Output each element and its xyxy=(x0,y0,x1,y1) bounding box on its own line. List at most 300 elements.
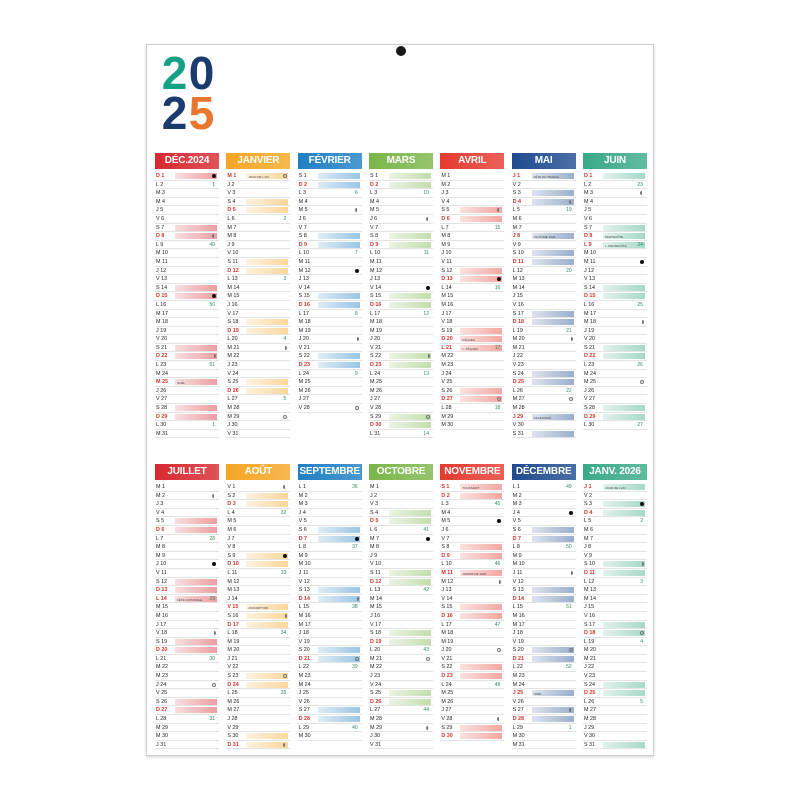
weekend-band xyxy=(460,553,502,559)
day-label: V 29 xyxy=(227,724,239,731)
moon-phase-icon xyxy=(640,260,644,264)
week-number: 25 xyxy=(637,301,643,308)
day-label: M 16 xyxy=(156,612,168,619)
month-header: OCTOBRE xyxy=(369,464,433,480)
week-number: 21 xyxy=(566,327,572,334)
day-label: M 24 xyxy=(512,681,525,688)
day-label: V 25 xyxy=(441,379,453,386)
day-label: D 6 xyxy=(441,215,450,222)
day-label: M 2 xyxy=(512,492,522,499)
day-label: M 11 xyxy=(298,258,311,265)
day-label: D 16 xyxy=(369,301,382,308)
day-label: S 20 xyxy=(512,647,524,654)
day-label: S 10 xyxy=(512,250,524,257)
day-label: D 27 xyxy=(441,396,453,403)
weekend-band xyxy=(389,630,431,636)
weekend-band xyxy=(603,173,645,179)
day-row xyxy=(298,172,362,181)
day-label: S 30 xyxy=(227,733,239,740)
day-row xyxy=(583,172,647,181)
month-header: AOÛT xyxy=(226,464,290,480)
day-row xyxy=(583,655,647,664)
weekend-band xyxy=(246,199,288,205)
day-row xyxy=(369,370,433,379)
day-row xyxy=(583,181,647,190)
day-label: S 6 xyxy=(298,526,307,533)
day-label: J 19 xyxy=(156,327,167,334)
moon-phase-icon xyxy=(355,269,359,273)
day-label: M 5 xyxy=(441,518,451,525)
day-label: J 1 xyxy=(583,484,592,490)
day-row xyxy=(155,663,219,672)
day-row xyxy=(440,526,504,535)
day-label: S 22 xyxy=(298,353,310,360)
day-row xyxy=(440,352,504,361)
day-label: S 29 xyxy=(369,413,382,420)
day-label: L 28 xyxy=(441,405,452,412)
day-label: M 27 xyxy=(512,396,525,403)
day-label: V 27 xyxy=(583,396,596,403)
week-number: 35 xyxy=(280,690,287,697)
day-label: J 11 xyxy=(512,569,523,576)
day-label: M 17 xyxy=(512,621,525,628)
day-label: D 30 xyxy=(369,422,382,429)
month-column xyxy=(440,153,504,438)
weekend-band xyxy=(318,353,360,359)
week-number: 43 xyxy=(423,647,429,654)
weekend-band xyxy=(460,396,502,402)
day-label: S 25 xyxy=(227,379,239,386)
day-row xyxy=(369,421,433,430)
day-label: L 3 xyxy=(369,190,378,197)
day-label: S 15 xyxy=(298,293,310,300)
week-number: 36 xyxy=(352,484,358,490)
holiday-note: JOUR DE L'AN xyxy=(604,486,626,490)
day-row xyxy=(583,578,647,587)
day-label: D 13 xyxy=(156,587,168,594)
weekend-band xyxy=(318,647,360,653)
day-label: M 6 xyxy=(512,215,522,222)
weekend-band xyxy=(603,414,645,420)
day-row xyxy=(369,241,433,250)
day-label: S 1 xyxy=(369,173,379,179)
day-row xyxy=(440,335,504,344)
day-row xyxy=(583,215,647,224)
day-row xyxy=(298,301,362,310)
weekend-band xyxy=(532,311,574,317)
day-row xyxy=(583,560,647,569)
day-row xyxy=(440,638,504,647)
day-label: L 24 xyxy=(369,370,381,377)
day-label: V 14 xyxy=(298,284,310,291)
day-row xyxy=(512,663,576,672)
holiday-note: ASSOMPTION xyxy=(248,606,269,611)
day-label: D 26 xyxy=(227,387,239,394)
day-label: L 30 xyxy=(583,422,595,429)
day-label: L 10 xyxy=(298,250,309,257)
day-label: L 7 xyxy=(156,535,164,542)
day-row xyxy=(440,492,504,501)
moon-phase-icon xyxy=(426,217,430,221)
day-row xyxy=(440,413,504,422)
day-label: S 16 xyxy=(227,612,239,619)
day-row xyxy=(369,689,433,698)
weekend-band xyxy=(246,259,288,265)
week-number: 46 xyxy=(494,561,501,568)
day-row xyxy=(583,629,647,638)
day-row xyxy=(369,517,433,526)
day-row xyxy=(440,284,504,293)
day-row xyxy=(155,552,219,561)
weekend-band xyxy=(246,553,288,559)
day-label: J 2 xyxy=(369,492,378,499)
week-number: 7 xyxy=(354,250,358,257)
day-label: S 27 xyxy=(512,707,524,714)
week-number: 50 xyxy=(566,544,572,551)
day-label: J 24 xyxy=(441,370,452,377)
weekend-band xyxy=(175,293,217,299)
day-row xyxy=(512,552,576,561)
month-column xyxy=(226,153,290,438)
day-label: S 8 xyxy=(441,544,450,551)
day-label: J 8 xyxy=(512,233,521,240)
day-label: D 11 xyxy=(583,569,596,576)
moon-phase-icon xyxy=(212,174,216,178)
day-row xyxy=(155,741,219,750)
day-row xyxy=(440,732,504,741)
day-label: S 7 xyxy=(583,224,593,231)
day-row xyxy=(155,327,219,336)
day-label: M 9 xyxy=(441,241,451,248)
weekend-band xyxy=(175,579,217,585)
day-row xyxy=(512,224,576,233)
moon-phase-icon xyxy=(283,346,287,350)
day-label: M 27 xyxy=(227,707,240,714)
weekend-band xyxy=(175,405,217,411)
day-label: D 21 xyxy=(298,655,311,662)
day-row xyxy=(440,395,504,404)
week-number: 27 xyxy=(637,422,643,429)
day-row xyxy=(583,404,647,413)
holiday-note: NOËL xyxy=(533,692,542,697)
day-row xyxy=(512,301,576,310)
day-label: J 4 xyxy=(512,509,520,516)
day-row xyxy=(583,526,647,535)
week-number: 29 xyxy=(209,595,215,602)
day-label: M 20 xyxy=(512,336,525,343)
day-row xyxy=(298,543,362,552)
day-label: M 17 xyxy=(298,621,311,628)
day-row xyxy=(512,327,576,336)
day-row xyxy=(512,715,576,724)
day-row xyxy=(226,569,290,578)
day-row xyxy=(440,724,504,733)
day-row xyxy=(512,578,576,587)
day-row xyxy=(226,621,290,630)
day-row xyxy=(226,646,290,655)
weekend-band xyxy=(318,182,360,188)
day-label: V 28 xyxy=(298,405,310,412)
day-label: L 17 xyxy=(369,310,381,317)
day-label: V 30 xyxy=(512,422,524,429)
month-column xyxy=(298,153,362,438)
day-label: V 16 xyxy=(583,612,596,619)
day-label: L 26 xyxy=(512,387,523,394)
day-row xyxy=(440,715,504,724)
moon-phase-icon xyxy=(283,743,287,747)
months-row-2 xyxy=(155,464,647,749)
day-row xyxy=(512,258,576,267)
day-label: V 4 xyxy=(156,509,165,516)
day-row xyxy=(512,232,576,241)
moon-phase-icon xyxy=(426,657,430,661)
moon-phase-icon xyxy=(569,571,573,575)
day-row xyxy=(512,509,576,518)
day-row xyxy=(298,560,362,569)
day-label: M 29 xyxy=(441,413,454,420)
day-row xyxy=(369,181,433,190)
day-row xyxy=(369,535,433,544)
day-label: V 5 xyxy=(512,518,521,525)
day-row xyxy=(583,483,647,492)
weekend-band xyxy=(532,596,574,602)
year-line-bottom xyxy=(161,87,217,139)
day-label: D 23 xyxy=(441,673,453,680)
weekend-band xyxy=(389,233,431,239)
day-row xyxy=(369,621,433,630)
day-label: J 6 xyxy=(298,215,306,222)
day-label: D 25 xyxy=(512,379,525,386)
day-label: V 8 xyxy=(227,544,236,551)
day-row xyxy=(512,335,576,344)
day-row xyxy=(226,310,290,319)
day-row xyxy=(298,404,362,413)
month-column xyxy=(583,464,647,749)
day-label: L 9 xyxy=(156,241,164,248)
day-row xyxy=(298,224,362,233)
day-row xyxy=(298,500,362,509)
day-row xyxy=(369,569,433,578)
day-row xyxy=(512,172,576,181)
weekend-band xyxy=(318,707,360,713)
day-label: J 13 xyxy=(298,276,309,283)
day-row xyxy=(583,500,647,509)
moon-phase-icon xyxy=(426,415,430,419)
day-row xyxy=(440,378,504,387)
moon-phase-icon xyxy=(569,397,573,401)
day-row xyxy=(369,404,433,413)
day-row xyxy=(369,500,433,509)
day-label: V 7 xyxy=(369,224,379,231)
week-number: 32 xyxy=(280,509,287,516)
day-row xyxy=(226,535,290,544)
weekend-band xyxy=(532,716,574,722)
day-label: M 8 xyxy=(156,544,165,551)
week-number: 51 xyxy=(209,362,215,369)
day-list xyxy=(298,483,362,741)
day-label: D 19 xyxy=(227,327,239,334)
week-number: 5 xyxy=(640,698,643,705)
day-label: M 26 xyxy=(441,698,454,705)
day-row xyxy=(369,172,433,181)
weekend-band xyxy=(603,285,645,291)
day-row xyxy=(440,404,504,413)
day-label: L 26 xyxy=(583,698,595,705)
day-row xyxy=(512,492,576,501)
day-label: S 14 xyxy=(583,284,596,291)
day-label: M 3 xyxy=(156,190,165,197)
day-row xyxy=(155,413,219,422)
day-label: M 1 xyxy=(227,173,237,179)
weekend-band xyxy=(175,587,217,593)
day-row xyxy=(583,517,647,526)
day-row xyxy=(512,698,576,707)
day-row xyxy=(583,292,647,301)
day-label: M 27 xyxy=(583,707,596,714)
weekend-band xyxy=(460,493,502,499)
day-label: M 7 xyxy=(227,224,237,231)
week-number: 3 xyxy=(283,276,287,283)
week-number: 9 xyxy=(354,370,358,377)
day-label: V 25 xyxy=(156,690,168,697)
day-row xyxy=(440,370,504,379)
weekend-band xyxy=(603,622,645,628)
day-row xyxy=(226,552,290,561)
day-row xyxy=(226,284,290,293)
day-label: M 16 xyxy=(441,301,454,308)
day-label: M 13 xyxy=(583,587,596,594)
weekend-band xyxy=(532,190,574,196)
day-row xyxy=(583,361,647,370)
weekend-band xyxy=(389,414,431,420)
weekend-band xyxy=(389,422,431,428)
weekend-band xyxy=(603,742,645,748)
day-row xyxy=(369,352,433,361)
day-row xyxy=(583,249,647,258)
day-row xyxy=(369,655,433,664)
day-row xyxy=(583,552,647,561)
day-label: M 29 xyxy=(156,724,168,731)
day-row xyxy=(369,526,433,535)
week-number: 1 xyxy=(212,181,215,188)
week-number: 2 xyxy=(640,518,643,525)
day-label: M 21 xyxy=(369,655,382,662)
day-list xyxy=(583,172,647,430)
day-row xyxy=(583,327,647,336)
day-row xyxy=(583,689,647,698)
day-label: M 21 xyxy=(583,655,596,662)
day-row xyxy=(583,595,647,604)
day-row xyxy=(226,595,290,604)
day-label: V 21 xyxy=(298,344,310,351)
day-row xyxy=(298,621,362,630)
day-row xyxy=(512,672,576,681)
weekend-band xyxy=(460,328,502,334)
day-row xyxy=(155,258,219,267)
day-row xyxy=(369,595,433,604)
day-label: M 23 xyxy=(512,673,525,680)
day-row xyxy=(155,715,219,724)
day-label: J 27 xyxy=(369,396,381,403)
day-row xyxy=(512,189,576,198)
day-row xyxy=(155,267,219,276)
day-row xyxy=(440,663,504,672)
moon-phase-icon xyxy=(355,537,359,541)
day-row xyxy=(155,370,219,379)
day-row xyxy=(369,724,433,733)
day-row xyxy=(369,638,433,647)
day-row xyxy=(440,483,504,492)
day-row xyxy=(583,681,647,690)
day-row xyxy=(298,732,362,741)
weekend-band xyxy=(460,544,502,550)
day-label: D 12 xyxy=(369,578,382,585)
day-row xyxy=(298,206,362,215)
day-row xyxy=(226,612,290,621)
calendar-sheet xyxy=(146,44,654,756)
day-row xyxy=(512,421,576,430)
day-label: M 22 xyxy=(227,353,240,360)
day-row xyxy=(298,552,362,561)
day-row xyxy=(440,267,504,276)
weekend-band xyxy=(460,388,502,394)
day-row xyxy=(298,483,362,492)
day-label: M 20 xyxy=(583,647,596,654)
day-row xyxy=(226,352,290,361)
weekend-band xyxy=(532,527,574,533)
moon-phase-icon xyxy=(355,657,359,661)
day-row xyxy=(298,344,362,353)
week-number: 1 xyxy=(212,422,215,429)
day-label: S 21 xyxy=(583,344,596,351)
weekend-band xyxy=(389,639,431,645)
day-label: V 20 xyxy=(156,336,168,343)
weekend-band xyxy=(603,353,645,359)
day-row xyxy=(226,206,290,215)
day-label: V 13 xyxy=(583,276,596,283)
weekend-band xyxy=(603,293,645,299)
moon-phase-icon xyxy=(569,200,573,204)
day-row xyxy=(512,732,576,741)
day-label: M 20 xyxy=(227,647,240,654)
day-label: J 28 xyxy=(227,716,238,723)
day-row xyxy=(440,569,504,578)
day-label: J 18 xyxy=(298,630,309,637)
day-row xyxy=(440,198,504,207)
day-label: M 25 xyxy=(298,379,311,386)
year-digit: 2 xyxy=(161,87,187,139)
day-list xyxy=(440,172,504,430)
month-column xyxy=(512,153,576,438)
day-label: J 10 xyxy=(441,250,452,257)
day-row xyxy=(226,413,290,422)
day-row xyxy=(155,586,219,595)
day-row xyxy=(440,249,504,258)
day-label: J 16 xyxy=(227,301,238,308)
day-row xyxy=(155,560,219,569)
month-column xyxy=(155,153,219,438)
day-label: J 20 xyxy=(298,336,309,343)
day-row xyxy=(512,612,576,621)
day-label: M 1 xyxy=(441,173,451,179)
day-label: V 10 xyxy=(227,250,239,257)
day-row xyxy=(583,741,647,750)
day-label: M 4 xyxy=(156,198,165,205)
day-row xyxy=(298,318,362,327)
day-row xyxy=(226,404,290,413)
day-row xyxy=(583,646,647,655)
day-label: V 7 xyxy=(298,224,307,231)
